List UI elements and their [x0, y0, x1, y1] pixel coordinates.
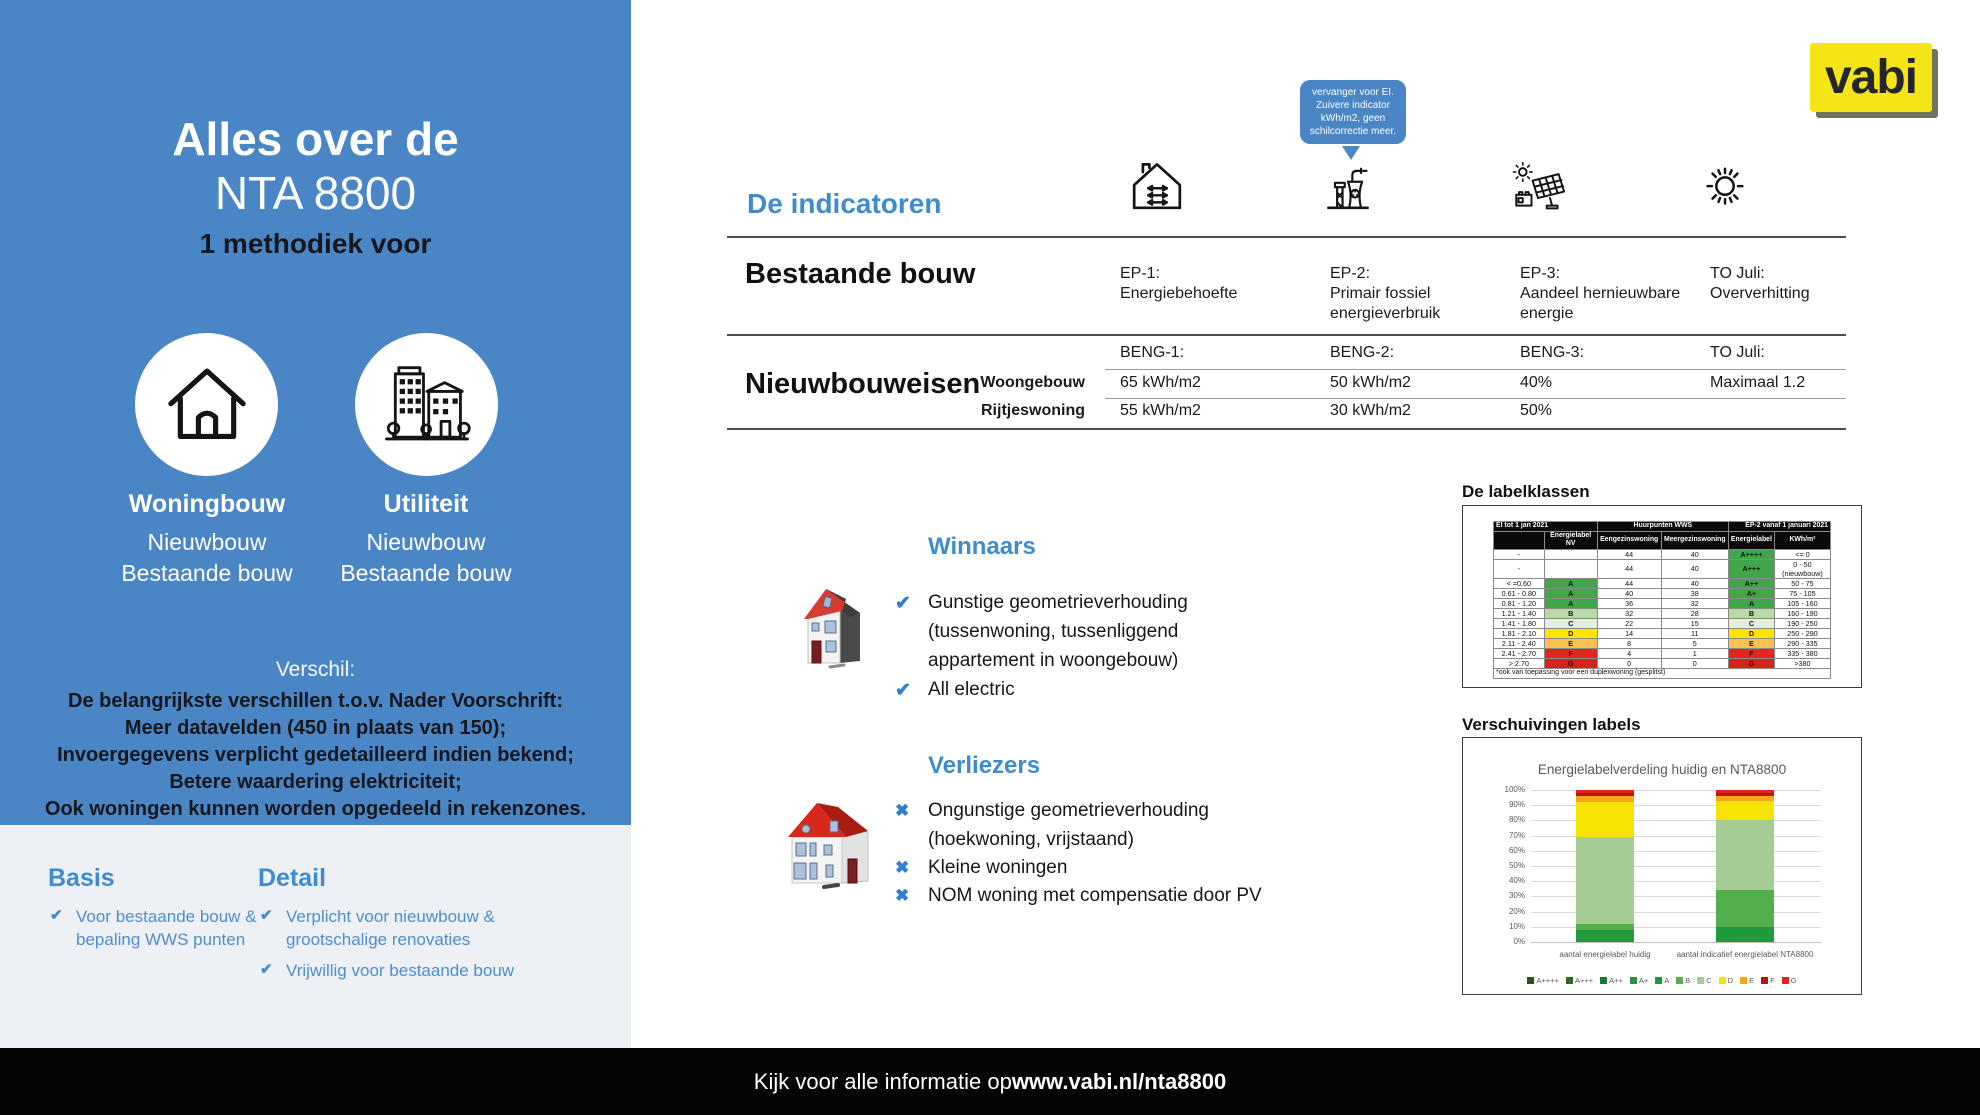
- ep-desc: Oververhitting: [1710, 285, 1810, 302]
- lk-cell: 38: [1661, 588, 1728, 598]
- lk-cell: 2.11 - 2.40: [1494, 638, 1545, 648]
- lk-header-cell: EI tot 1 jan 2021: [1494, 522, 1598, 532]
- lk-row: [1494, 608, 1831, 618]
- y-tick-label: 30%: [1508, 891, 1525, 901]
- legend-label: A++++: [1536, 976, 1559, 985]
- legend-item: [1740, 976, 1754, 985]
- labelklassen-header: [1494, 522, 1831, 550]
- lk-cell: B: [1544, 608, 1597, 618]
- lk-cell: 2.41 - 2.70: [1494, 648, 1545, 658]
- vabi-logo-text: vabi: [1824, 51, 1918, 104]
- legend-swatch: [1630, 977, 1637, 984]
- lk-row: [1494, 658, 1831, 668]
- nieuwbouweisen-label: Nieuwbouweisen: [745, 368, 981, 400]
- gridline: [1531, 866, 1821, 867]
- basis-item-line: bepaling WWS punten: [76, 930, 246, 949]
- bar-segment: [1576, 796, 1634, 802]
- beng2-header: BENG-2:: [1330, 344, 1395, 361]
- y-tick-label: 90%: [1508, 800, 1525, 810]
- cross-icon: ✖: [895, 801, 910, 820]
- lk-cell: 335 - 380: [1774, 648, 1830, 658]
- bar-segment: [1576, 924, 1634, 930]
- lk-row: [1494, 628, 1831, 638]
- check-icon: ✔: [50, 907, 63, 924]
- lk-cell: 0.61 - 0.80: [1494, 588, 1545, 598]
- legend-item: [1600, 976, 1623, 985]
- check-icon: ✔: [895, 593, 911, 614]
- lk-cell: 0: [1597, 658, 1661, 668]
- check-icon: ✔: [895, 680, 911, 701]
- verliezers-bullet-line: NOM woning met compensatie door PV: [928, 885, 1262, 906]
- legend-item: [1676, 976, 1690, 985]
- lk-cell: A+++: [1728, 559, 1774, 578]
- x-axis-label: aantal indicatief energielabel NTA8800: [1676, 950, 1814, 959]
- lk-cell: 36: [1597, 598, 1661, 608]
- bar-segment: [1576, 793, 1634, 796]
- indicatoren-heading: De indicatoren: [747, 188, 942, 219]
- lk-cell: 14: [1597, 628, 1661, 638]
- lk-cell: 0: [1661, 658, 1728, 668]
- beng3-header: BENG-3:: [1520, 344, 1585, 361]
- lk-cell: 0.81 - 1.20: [1494, 598, 1545, 608]
- value-cell: 55 kWh/m2: [1120, 402, 1201, 419]
- y-tick-label: 80%: [1508, 815, 1525, 825]
- legend-item: [1782, 976, 1797, 985]
- lk-cell: 160 - 190: [1774, 608, 1830, 618]
- lk-cell: A+: [1728, 588, 1774, 598]
- ep3-cell: [1520, 264, 1700, 324]
- gridline: [1531, 790, 1821, 791]
- lk-cell: [1544, 549, 1597, 559]
- lk-cell: A: [1544, 578, 1597, 588]
- labelklassen-heading: De labelklassen: [1462, 482, 1590, 501]
- ep-code: EP-2:: [1330, 265, 1371, 282]
- utiliteit-circle: [355, 333, 498, 476]
- winnaars-bullet-line: appartement in woongebouw): [928, 650, 1179, 671]
- detail-item-line: Verplicht voor nieuwbouw &: [286, 907, 495, 926]
- divider: [727, 428, 1846, 430]
- lk-header-cell: Huurpunten WWS: [1597, 522, 1728, 532]
- legend-label: A+++: [1574, 976, 1594, 985]
- legend-label: A++: [1609, 976, 1623, 985]
- house-arrows-icon: [1129, 160, 1185, 210]
- y-tick-label: 50%: [1508, 861, 1525, 870]
- lk-cell: 1.81 - 2.10: [1494, 628, 1545, 638]
- lk-cell: 4: [1597, 648, 1661, 658]
- stacked-bar: [1576, 790, 1634, 942]
- y-tick-label: 10%: [1508, 921, 1525, 931]
- bar-segment: [1576, 802, 1634, 837]
- lk-cell: D: [1544, 628, 1597, 638]
- lk-cell: [1544, 559, 1597, 578]
- legend-swatch: [1676, 977, 1683, 984]
- winnaars-bullet-line: All electric: [928, 679, 1015, 700]
- to-juli-cell: [1710, 264, 1890, 304]
- lk-cell: 15: [1661, 618, 1728, 628]
- ep2-cell: [1330, 264, 1510, 324]
- legend-label: F: [1770, 976, 1775, 985]
- woongebouw-label: Woongebouw: [980, 374, 1085, 391]
- lk-cell: 50 - 75: [1774, 578, 1830, 588]
- gridline: [1531, 942, 1821, 943]
- gridline: [1531, 927, 1821, 928]
- lk-cell: E: [1728, 638, 1774, 648]
- lk-cell: F: [1728, 648, 1774, 658]
- value-cell: 30 kWh/m2: [1330, 402, 1411, 419]
- lk-cell: <= 0: [1774, 549, 1830, 559]
- lk-cell: 1: [1661, 648, 1728, 658]
- lk-cell: 22: [1597, 618, 1661, 628]
- lk-cell: -: [1494, 549, 1545, 559]
- lk-row: [1494, 618, 1831, 628]
- divider-thin: [1105, 369, 1846, 370]
- gridline: [1531, 836, 1821, 837]
- lk-subheader-cell: [1494, 531, 1545, 549]
- legend-item: [1761, 976, 1775, 985]
- gridline: [1531, 896, 1821, 897]
- verliezers-heading: Verliezers: [928, 752, 1041, 779]
- tooltip-tail: [1342, 146, 1360, 160]
- basis-item-line: Voor bestaande bouw &: [76, 907, 257, 926]
- check-icon: ✔: [260, 907, 273, 924]
- legend-item: [1630, 976, 1648, 985]
- legend-item: [1719, 976, 1733, 985]
- y-tick-label: 20%: [1508, 906, 1525, 916]
- gridline: [1531, 912, 1821, 913]
- lk-subheader-cell: KWh/m²: [1774, 531, 1830, 549]
- labelklassen-panel: [1462, 505, 1862, 688]
- verschil-line: Ook woningen kunnen worden opgedeeld in rekenzones.: [44, 798, 587, 820]
- lk-cell: 0 - 50 (nieuwbouw): [1774, 559, 1830, 578]
- lk-cell: 1.21 - 1.40: [1494, 608, 1545, 618]
- house-icon: [164, 359, 250, 450]
- lk-cell: 40: [1597, 588, 1661, 598]
- chart-panel: [1462, 737, 1862, 995]
- verschil-heading: Verschil:: [275, 658, 356, 681]
- solar-panel-icon: [1510, 160, 1566, 210]
- lk-row: [1494, 648, 1831, 658]
- legend-swatch: [1719, 977, 1726, 984]
- lk-cell: 40: [1661, 578, 1728, 588]
- lk-cell: -: [1494, 559, 1545, 578]
- legend-swatch: [1566, 977, 1573, 984]
- gridline: [1531, 851, 1821, 852]
- row-house-illustration: [800, 583, 874, 676]
- lk-row: [1494, 559, 1831, 578]
- lk-row: [1494, 638, 1831, 648]
- category-woningbouw: [87, 490, 327, 589]
- y-tick-label: 60%: [1508, 845, 1525, 855]
- sun-icon: [1697, 160, 1753, 210]
- winnaars-heading: Winnaars: [928, 533, 1036, 560]
- verliezers-bullet-line: Kleine woningen: [928, 857, 1068, 878]
- power-plant-icon: [1320, 160, 1376, 210]
- verschil-line: Invoergegevens verplicht gedetailleerd indien bekend;: [57, 744, 574, 766]
- bar-segment: [1716, 801, 1774, 821]
- lk-subheader-cell: Meergezinswoning: [1661, 531, 1728, 549]
- stacked-bar: [1716, 790, 1774, 942]
- ep-code: EP-1:: [1120, 265, 1161, 282]
- lk-row: [1494, 549, 1831, 559]
- verschil-line: De belangrijkste verschillen t.o.v. Nader Voorschrift:: [68, 690, 563, 712]
- detail-heading: Detail: [258, 864, 327, 892]
- lk-cell: A++: [1728, 578, 1774, 588]
- y-tick-label: 100%: [1504, 785, 1525, 794]
- lk-cell: 11: [1661, 628, 1728, 638]
- buildings-icon: [383, 358, 471, 451]
- lk-row: [1494, 578, 1831, 588]
- bar-segment: [1716, 793, 1774, 796]
- ep-desc: Aandeel hernieuwbare energie: [1520, 285, 1681, 322]
- lk-cell: A: [1544, 598, 1597, 608]
- chart-plot: [1504, 785, 1821, 946]
- cross-icon: ✖: [895, 886, 910, 905]
- legend-swatch: [1655, 977, 1662, 984]
- lk-cell: 8: [1597, 638, 1661, 648]
- legend-item: [1527, 976, 1559, 985]
- legend-swatch: [1527, 977, 1534, 984]
- bar-segment: [1716, 890, 1774, 926]
- bestaande-bouw-label: Bestaande bouw: [745, 258, 976, 290]
- ep-desc: Energiebehoefte: [1120, 285, 1238, 302]
- category-label: Woningbouw: [128, 490, 286, 518]
- beng1-header: BENG-1:: [1120, 344, 1185, 361]
- value-cell: 50%: [1520, 402, 1553, 419]
- category-line: Nieuwbouw: [147, 529, 267, 555]
- lk-cell: 44: [1597, 559, 1661, 578]
- winnaars-bullet-line: Gunstige geometrieverhouding: [928, 592, 1188, 613]
- legend-swatch: [1600, 977, 1607, 984]
- lk-cell: 32: [1661, 598, 1728, 608]
- winnaars-bullet-line: (tussenwoning, tussenliggend: [928, 621, 1179, 642]
- legend-swatch: [1782, 977, 1789, 984]
- lk-subheader-cell: Eengezinswoning: [1597, 531, 1661, 549]
- lk-cell: 190 - 250: [1774, 618, 1830, 628]
- gridline: [1531, 820, 1821, 821]
- detail-item-line: Vrijwillig voor bestaande bouw: [286, 961, 515, 980]
- lk-cell: 32: [1597, 608, 1661, 618]
- page-title-line1: Alles over de: [172, 113, 459, 165]
- lk-cell: >380: [1774, 658, 1830, 668]
- category-line: Nieuwbouw: [366, 529, 486, 555]
- footer-link: www.vabi.nl/nta8800: [1011, 1068, 1227, 1094]
- lk-cell: G: [1544, 658, 1597, 668]
- ep2-tooltip: vervanger voor EI. Zuivere indicator kWh/m2, geen schilcorrectie meer.: [1300, 80, 1406, 144]
- labelklassen-rows: [1494, 549, 1831, 678]
- bar-segment: [1716, 820, 1774, 890]
- chart-title: Energielabelverdeling huidig en NTA8800: [1537, 762, 1787, 777]
- verschil-block: [10, 658, 621, 823]
- legend-label: A: [1664, 976, 1670, 985]
- lk-header-cell: EP-2 vanaf 1 januari 2021: [1728, 522, 1830, 532]
- legend-label: E: [1749, 976, 1755, 985]
- legend-label: C: [1706, 976, 1712, 985]
- detail-item-line: grootschalige renovaties: [286, 930, 471, 949]
- verschil-line: Meer datavelden (450 in plaats van 150);: [124, 717, 507, 739]
- legend-swatch: [1761, 977, 1768, 984]
- rijtjeswoning-label: Rijtjeswoning: [981, 402, 1085, 419]
- lk-cell: 40: [1661, 549, 1728, 559]
- legend-label: G: [1790, 976, 1797, 985]
- vabi-logo: [1810, 43, 1932, 112]
- lk-cell: B: [1728, 608, 1774, 618]
- lk-cell: < =0.60: [1494, 578, 1545, 588]
- value-cell: 65 kWh/m2: [1120, 374, 1201, 391]
- lk-subheader-cell: Energielabel: [1728, 531, 1774, 549]
- lk-cell: 44: [1597, 578, 1661, 588]
- lk-cell: 28: [1661, 608, 1728, 618]
- divider: [727, 236, 1846, 238]
- legend-label: A+: [1638, 976, 1649, 985]
- verliezers-bullet-line: Ongunstige geometrieverhouding: [928, 800, 1209, 821]
- to-juli-header: TO Juli:: [1710, 344, 1765, 361]
- value-cell: 40%: [1520, 374, 1553, 391]
- legend-label: B: [1685, 976, 1691, 985]
- lk-cell: 44: [1597, 549, 1661, 559]
- lk-cell: A: [1728, 598, 1774, 608]
- cross-icon: ✖: [895, 858, 910, 877]
- verschuivingen-heading: Verschuivingen labels: [1462, 715, 1641, 734]
- lk-cell: G: [1728, 658, 1774, 668]
- footer-bar: [0, 1048, 1980, 1115]
- lk-cell: 290 - 335: [1774, 638, 1830, 648]
- lk-cell: 1.41 - 1.80: [1494, 618, 1545, 628]
- check-icon: ✔: [260, 961, 273, 978]
- category-label: Utiliteit: [383, 490, 469, 518]
- value-cell: 50 kWh/m2: [1330, 374, 1411, 391]
- lk-cell: 250 - 290: [1774, 628, 1830, 638]
- legend-item: [1697, 976, 1711, 985]
- ep-code: EP-3:: [1520, 265, 1561, 282]
- bar-segment: [1576, 790, 1634, 793]
- lk-footnote: *ook van toepassing voor een duplexwoning (gesplitst): [1494, 668, 1831, 678]
- woningbouw-circle: [135, 333, 278, 476]
- page-subtitle: 1 methodiek voor: [199, 228, 432, 259]
- ep1-cell: [1120, 264, 1300, 304]
- lk-cell: A: [1544, 588, 1597, 598]
- lk-cell: F: [1544, 648, 1597, 658]
- divider: [727, 334, 1846, 336]
- ep-code: TO Juli:: [1710, 265, 1765, 282]
- bar-segment: [1576, 837, 1634, 924]
- lk-subheader-cell: Energielabel NV: [1544, 531, 1597, 549]
- lk-cell: > 2.70: [1494, 658, 1545, 668]
- value-cell: Maximaal 1.2: [1710, 374, 1806, 391]
- page-title-line2: NTA 8800: [214, 167, 417, 219]
- y-tick-label: 0%: [1513, 937, 1525, 946]
- divider-thin: [1105, 398, 1846, 399]
- y-tick-label: 40%: [1508, 876, 1525, 886]
- verschil-line: Betere waardering elektriciteit;: [169, 771, 462, 793]
- verliezers-bullet-line: (hoekwoning, vrijstaand): [928, 829, 1134, 850]
- category-line: Bestaande bouw: [121, 560, 293, 586]
- labelklassen-table: [1493, 521, 1831, 679]
- bar-segment: [1716, 796, 1774, 801]
- detached-house-illustration: [786, 793, 876, 898]
- category-line: Bestaande bouw: [340, 560, 512, 586]
- category-utiliteit: [306, 490, 546, 589]
- legend-item: [1655, 976, 1669, 985]
- legend-item: [1566, 976, 1593, 985]
- footer-text: Kijk voor alle informatie op: [753, 1068, 1012, 1094]
- lk-cell: D: [1728, 628, 1774, 638]
- basis-heading: Basis: [48, 864, 115, 892]
- bar-segment: [1576, 930, 1634, 942]
- x-axis-label: aantal energielabel huidig: [1559, 950, 1651, 959]
- lk-cell: A++++: [1728, 549, 1774, 559]
- bar-segment: [1716, 927, 1774, 942]
- gridline: [1531, 805, 1821, 806]
- lk-cell: 75 - 105: [1774, 588, 1830, 598]
- lk-cell: E: [1544, 638, 1597, 648]
- legend-swatch: [1740, 977, 1747, 984]
- ep-desc: Primair fossiel energieverbruik: [1330, 285, 1441, 322]
- chart-legend: [1463, 976, 1861, 985]
- lk-cell: 5: [1661, 638, 1728, 648]
- legend-label: D: [1727, 976, 1734, 985]
- lk-cell: 105 - 160: [1774, 598, 1830, 608]
- lk-cell: C: [1728, 618, 1774, 628]
- bar-segment: [1716, 790, 1774, 793]
- lk-cell: 40: [1661, 559, 1728, 578]
- y-tick-label: 70%: [1508, 830, 1525, 840]
- lk-cell: C: [1544, 618, 1597, 628]
- legend-swatch: [1697, 977, 1704, 984]
- lk-row: [1494, 598, 1831, 608]
- gridline: [1531, 881, 1821, 882]
- lk-row: [1494, 588, 1831, 598]
